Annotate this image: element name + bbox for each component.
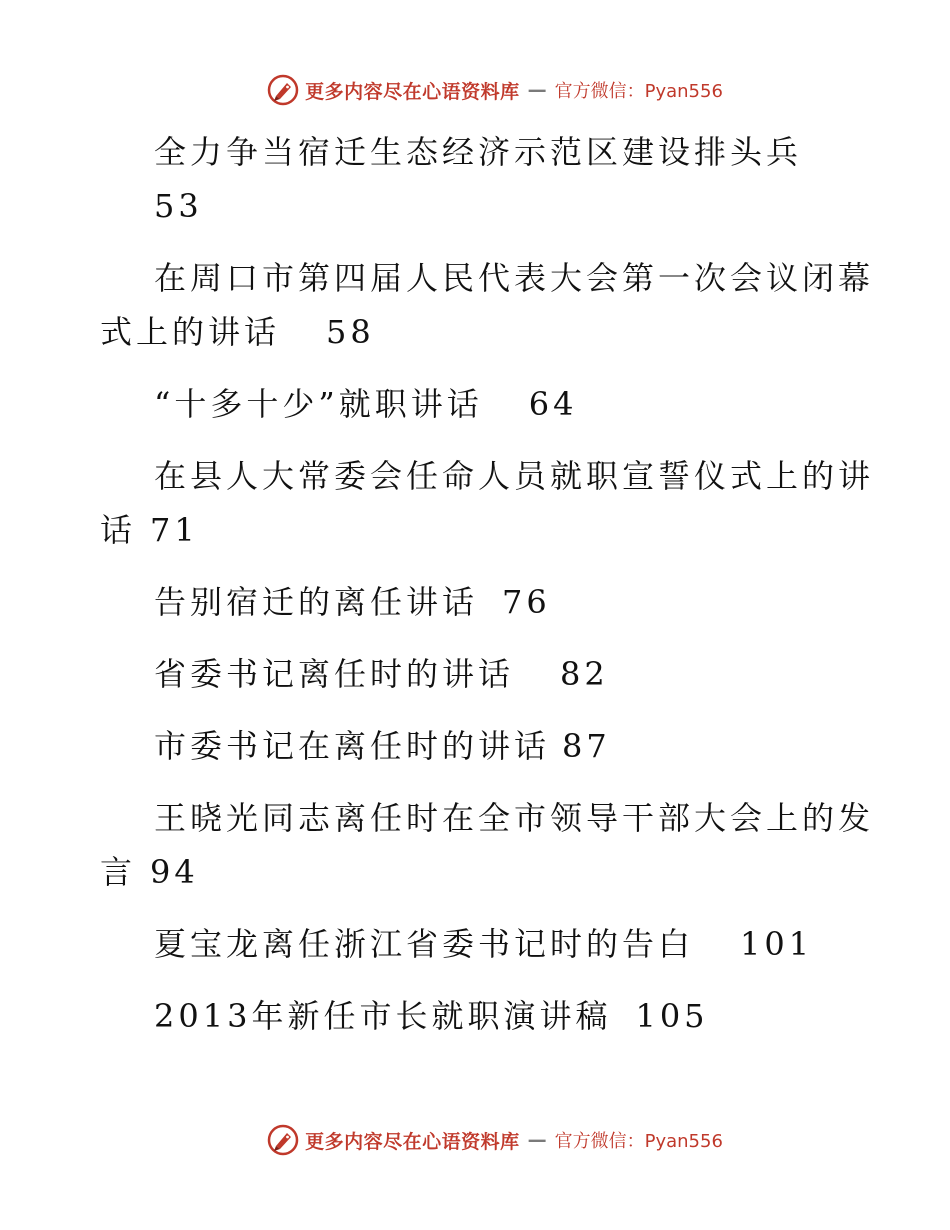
toc-entry	[100, 914, 845, 974]
toc-entry-title: 告别宿迁的离任讲话	[154, 583, 479, 621]
toc-entry	[100, 986, 845, 1046]
toc-entry	[100, 644, 845, 704]
toc-entry-continued	[100, 842, 845, 902]
toc-entry	[100, 122, 845, 182]
toc-entry-title: 全力争当宿迁生态经济示范区建设排头兵	[154, 133, 803, 171]
toc-entry-page: 64	[528, 385, 578, 423]
toc-entry-page: 53	[154, 187, 203, 225]
toc-entry-page: 82	[560, 655, 609, 693]
header-banner-wechat: 官方微信：Pyan556	[554, 81, 723, 102]
toc-entry	[100, 374, 845, 434]
table-of-contents	[100, 122, 875, 1046]
toc-entry	[100, 446, 875, 506]
toc-entry-page: 76	[502, 583, 551, 621]
toc-entry-title: “十多十少”就职讲话	[154, 385, 483, 423]
toc-entry-title: 省委书记离任时的讲话	[154, 655, 515, 693]
footer-banner-content	[267, 1124, 723, 1156]
header-banner	[0, 70, 950, 110]
toc-entry-title: 市委书记在离任时的讲话	[154, 727, 551, 765]
toc-entry	[100, 716, 845, 776]
toc-entry-title: 夏宝龙离任浙江省委书记时的告白	[154, 925, 695, 963]
toc-entry	[100, 572, 845, 632]
pen-logo-icon	[267, 1124, 299, 1156]
toc-entry-title: 在县人大常委会任命人员就职宣誓仪式上的讲	[154, 457, 875, 495]
footer-banner-wechat: 官方微信：Pyan556	[554, 1131, 723, 1152]
toc-entry-page: 87	[562, 727, 611, 765]
pen-logo-icon	[267, 74, 299, 106]
footer-banner-text: 更多内容尽在心语资料库	[305, 1130, 520, 1153]
header-banner-separator: —	[527, 79, 547, 101]
toc-entry-continued	[100, 302, 845, 362]
toc-entry-page: 94	[150, 853, 199, 891]
toc-entry-page: 105	[635, 997, 709, 1035]
toc-entry-title-cont: 言	[100, 853, 137, 891]
toc-entry-continued	[100, 500, 845, 560]
toc-entry-title-cont: 话	[100, 511, 137, 549]
toc-entry-title: 在周口市第四届人民代表大会第一次会议闭幕	[154, 259, 875, 297]
toc-entry-page: 58	[326, 313, 375, 351]
header-banner-content	[267, 74, 723, 106]
footer-banner-separator: —	[527, 1129, 547, 1151]
toc-entry-page: 101	[740, 925, 814, 963]
toc-entry-title: 2013年新任市长就职演讲稿	[154, 997, 612, 1035]
footer-banner	[0, 1120, 950, 1160]
header-banner-text: 更多内容尽在心语资料库	[305, 80, 520, 103]
toc-entry-title-cont: 式上的讲话	[100, 313, 281, 351]
toc-entry	[100, 248, 875, 308]
toc-entry	[100, 788, 875, 848]
toc-entry-title: 王晓光同志离任时在全市领导干部大会上的发	[154, 799, 875, 837]
toc-entry-page: 71	[150, 511, 199, 549]
toc-entry-page-line	[100, 176, 845, 236]
